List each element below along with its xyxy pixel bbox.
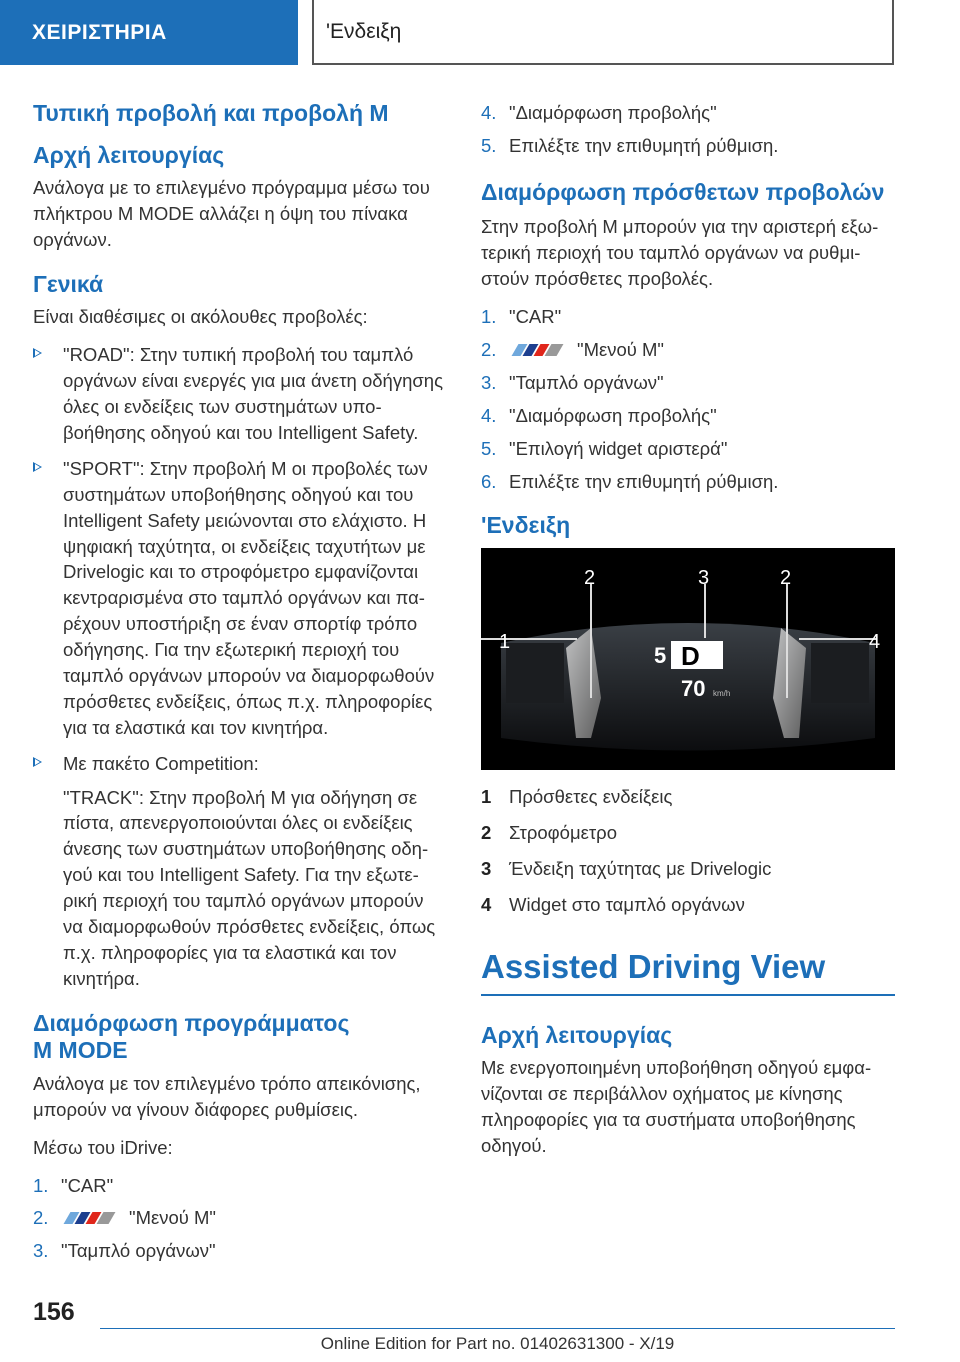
callout-3: 3 <box>698 566 710 589</box>
m-stripes-icon <box>61 1212 115 1224</box>
instrument-cluster-figure <box>481 548 895 770</box>
triangle-bullet-icon <box>33 462 42 472</box>
triangle-bullet-icon <box>33 348 42 358</box>
list-item: 2. "Μενού M" <box>481 338 664 360</box>
gear-indicator: 5 <box>654 642 667 668</box>
idrive-text: Μέσω του iDrive: <box>33 1136 173 1158</box>
config-text: Ανάλογα με τον επιλεγμένο τρόπο απεικόνισης, μπορούν να γίνουν διάφορες ρυθμίσεις. <box>33 1072 421 1120</box>
extra-views-heading: Διαμόρφωση πρόσθετων προβολών <box>481 178 885 205</box>
list-item: 1. "CAR" <box>33 1174 114 1196</box>
views-list <box>33 342 445 991</box>
m-stripes-icon <box>509 344 563 356</box>
legend-item: 1 Πρόσθετες ενδείξεις <box>481 785 673 807</box>
config-steps <box>33 1173 445 1265</box>
extra-views-steps <box>481 304 895 494</box>
widget-left <box>506 643 564 703</box>
legend-item: 4 Widget στο ταμπλό οργάνων <box>481 893 745 915</box>
page-number: 156 <box>33 1298 75 1326</box>
principle-text: Ανάλογα με το επιλεγμένο πρόγραμμα μέσω του πλήκτρου M MODE αλλάζει η όψη του πίνακα οργάνων. <box>33 177 430 250</box>
adv-principle-text: Με ενεργοποιημένη υποβοήθηση οδηγού εμφανίζονται σε περιβάλλον οχήματος με κίνησης πληροφορίες για τα συστήματα υποβοήθησης οδηγού. <box>481 1057 872 1156</box>
list-item: 6. Επιλέξτε την επιθυμητή ρύθμιση. <box>481 470 779 492</box>
speed-unit: km/h <box>713 688 731 698</box>
list-item: Με πακέτο Competition: "TRACK": Στην προβολή M για οδήγηση σε πίστα, απενεργοποιούνται όλες οι ενδείξεις άνεσης των συστημάτων υποβοήθησης οδηγού και του Intelligent Safety. Για την εξωτερική περιοχή του ταμπλό οργάνων μπορούν να διαμορφωθούν πρόσθετες ενδείξεις, όπως π.χ. πληροφορίες για τα ελαστικά και τον κινητήρα. <box>33 751 445 992</box>
callout-1: 1 <box>499 630 511 653</box>
instrument-cluster-illustration <box>481 548 895 770</box>
speed-readout: 70 <box>681 675 706 701</box>
principle-heading: Αρχή λειτουργίας <box>33 141 225 168</box>
general-heading: Γενικά <box>33 270 104 297</box>
legend-item: 2 Στροφόμετρο <box>481 821 617 843</box>
widget-right <box>811 643 869 703</box>
section-title: ΧΕΙΡΙΣΤΗΡΙΑ <box>32 20 167 44</box>
list-item: "SPORT": Στην προβολή M οι προβολές των συστημάτων υποβοήθησης οδηγού και του Intelligent Safety μειώνονται στο ελάχιστο. Η ψηφιακή ταχύτητα, οι ενδείξεις ταχυτήτων με Drivelogic και το στροφόμετρο εμφανίζονται κεντραρισμένα στο ταμπλό οργάνων και παρέχουν υποστήριξη σε έναν σπορτίφ τρόπο οδήγησης. Για την εξωτερική περιοχή του ταμπλό οργάνων μπορούν να διαμορφωθούν πρόσθετες ενδείξεις, όπως π.χ. πληροφορίες για τα ελαστικά και τον κινητήρα. <box>33 456 445 741</box>
legend-item: 3 Ένδειξη ταχύτητας με Drivelogic <box>481 857 772 879</box>
list-item: 5. "Επιλογή widget αριστερά" <box>481 437 728 459</box>
topic-title: 'Ενδειξη <box>326 19 402 43</box>
footer-divider <box>100 1328 895 1329</box>
footer-edition: Online Edition for Part no. 01402631300 - X/19 <box>320 1334 675 1353</box>
track-description: "TRACK": Στην προβολή M για οδήγηση σε πίστα, απενεργοποιούνται όλες οι ενδείξεις άνεσης των συστημάτων υποβοήθησης οδηγού και του Intelligent Safety. Για την εξωτερική περιοχή του ταμπλό οργάνων μπορούν να διαμορφωθούν πρόσθετες ενδείξεις, όπως π.χ. πληροφορίες για τα ελαστικά και τον κινητήρα. <box>63 786 436 989</box>
list-item: 3. "Ταμπλό οργάνων" <box>33 1240 216 1262</box>
list-item: 5. Επιλέξτε την επιθυμητή ρύθμιση. <box>481 134 779 156</box>
figure-legend <box>481 784 895 918</box>
left-column <box>33 100 445 1278</box>
list-item: 3. "Ταμπλό οργάνων" <box>481 371 664 393</box>
page-title: Τυπική προβολή και προβολή M <box>33 100 389 126</box>
display-heading: 'Ενδειξη <box>481 512 571 539</box>
topic-tab <box>312 0 894 65</box>
triangle-bullet-icon <box>33 757 42 767</box>
config-heading: Διαμόρφωση προγράμματος M MODE <box>33 1009 350 1064</box>
callout-2-left: 2 <box>584 566 596 589</box>
list-item: 4. "Διαμόρφωση προβολής" <box>481 102 717 123</box>
assisted-driving-title: Assisted Driving View <box>481 948 895 996</box>
right-column <box>481 100 895 1171</box>
extra-views-text: Στην προβολή M μπορούν για την αριστερή εξωτερική περιοχή του ταμπλό οργάνων να ρυθμιστούν πρόσθετες προβολές. <box>481 216 879 290</box>
callout-4: 4 <box>869 630 881 653</box>
list-item: 4. "Διαμόρφωση προβολής" <box>481 404 717 426</box>
list-item: "ROAD": Στην τυπική προβολή του ταμπλό οργάνων είναι ενεργές για μια άνετη οδήγησης όλες οι ενδείξεις των συστημάτων υποβοήθησης οδηγού και του Intelligent Safety. <box>33 342 445 446</box>
section-tab[interactable] <box>0 0 298 65</box>
general-intro: Είναι διαθέσιμες οι ακόλουθες προβολές: <box>33 306 368 328</box>
adv-principle-heading: Αρχή λειτουργίας <box>481 1021 673 1048</box>
list-item: 2. "Μενού M" <box>33 1207 216 1229</box>
callout-2-right: 2 <box>780 566 792 589</box>
list-item: 1. "CAR" <box>481 306 562 328</box>
config-steps-continued <box>481 100 895 159</box>
drive-mode: D <box>681 640 700 671</box>
